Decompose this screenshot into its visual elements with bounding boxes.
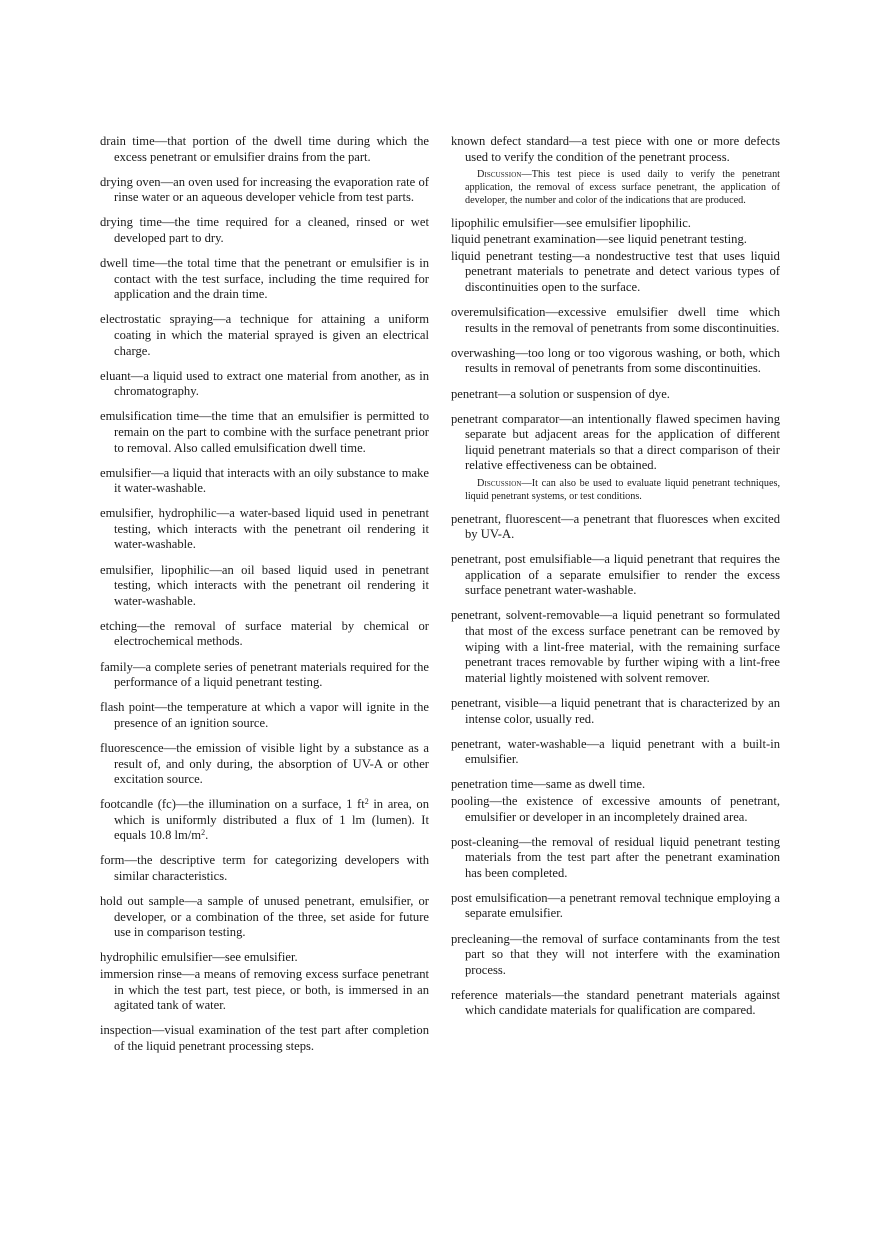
definition: a liquid that interacts with an oily substance to make it water-washable.: [114, 465, 429, 496]
term: penetrant comparator: [451, 411, 560, 426]
definition: too long or too vigorous washing, or both, which results in removal of penetrants from some discontinuities.: [465, 345, 780, 376]
definition-entry: eluant—a liquid used to extract one material from another, as in chromatography.: [100, 368, 429, 399]
term: reference materials: [451, 987, 552, 1002]
right-column: [451, 134, 780, 1029]
term: penetrant, water-washable: [451, 736, 587, 751]
term: overemulsification: [451, 305, 546, 320]
definition-entry: penetrant, post emulsifiable—a liquid penetrant that requires the application of a separate emulsifier to render the excess surface penetrant water-washable.: [451, 552, 780, 598]
superscript: 2: [364, 797, 369, 807]
definition-entry: pooling—the existence of excessive amounts of penetrant, emulsifier or developer in an incompletely drained area.: [451, 793, 780, 824]
term: footcandle (fc): [100, 797, 176, 812]
term: penetrant: [451, 386, 498, 401]
definition-entry: immersion rinse—a means of removing excess surface penetrant in which the test part, test piece, or both, is immersed in an agitated tank of water.: [100, 967, 430, 1013]
term: penetration time: [451, 777, 534, 792]
left-column: [100, 134, 429, 1064]
term: liquid penetrant examination: [451, 232, 596, 247]
definition-entry: dwell time—the total time that the penetrant or emulsifier is in contact with the test surface, including the time required for application and the drain time.: [100, 256, 430, 302]
definition: that portion of the dwell time during which the excess penetrant or emulsifier drains from the part.: [114, 134, 429, 164]
term: liquid penetrant testing: [451, 248, 573, 263]
definition: excessive emulsifier dwell time which results in the removal of penetrants from some discontinuities.: [465, 305, 780, 335]
definition-entry: hold out sample—a sample of unused penetrant, emulsifier, or developer, or a combination of the three, set aside for future use in comparison testing.: [100, 894, 429, 940]
definition: the illumination on a surface, 1 ft: [188, 797, 365, 812]
definition-entry: reference materials—the standard penetrant materials against which candidate materials for qualification are compared.: [451, 987, 780, 1018]
definition: a test piece with one or more defects used to verify the condition of the penetrant process.: [465, 134, 780, 164]
definition-entry: drain time—that portion of the dwell time during which the excess penetrant or emulsifier drains from the part.: [100, 134, 429, 164]
definition: an intentionally flawed specimen having separate but adjacent areas for the application of different liquid penetrant materials so that a direct comparison of their relative effectiveness can be obtained.: [465, 411, 780, 473]
term: fluorescence: [100, 740, 164, 755]
definition-entry: electrostatic spraying—a technique for attaining a uniform coating in which the material sprayed is given an electrical charge.: [100, 312, 429, 358]
definition-entry: drying oven—an oven used for increasing the evaporation rate of rinse water or an aqueous developer vehicle from test parts.: [100, 174, 429, 205]
definition: a liquid penetrant with a built-in emulsifier.: [465, 736, 780, 767]
definition-entry: penetrant—a solution or suspension of dye.: [451, 386, 670, 401]
definition: a complete series of penetrant materials required for the performance of a liquid penetrant testing.: [114, 659, 429, 690]
discussion-note: Discussion—This test piece is used daily to verify the penetrant application, the removal of excess surface penetrant, the application of developer, the number and color of the indications that are produced.: [465, 168, 780, 206]
definition-entry: drying time—the time required for a cleaned, rinsed or wet developed part to dry.: [100, 215, 429, 245]
definition: the removal of surface material by chemical or electrochemical methods.: [114, 618, 429, 649]
definition-entry: penetrant comparator—an intentionally flawed specimen having separate but adjacent areas for the application of different liquid penetrant materials so that a direct comparison of their relative effectiveness can be obtained.: [451, 411, 780, 473]
definition-entry: penetrant, visible—a liquid penetrant that is characterized by an intense color, usually red.: [451, 695, 780, 726]
definition: see emulsifier lipophilic.: [566, 215, 691, 230]
term: family: [100, 659, 133, 674]
definition: the existence of excessive amounts of penetrant, emulsifier or developer in an incompletely drained area.: [465, 793, 780, 824]
definition: the removal of surface contaminants from the test part so that they will not interfere with the examination process.: [465, 931, 780, 977]
definition: a penetrant removal technique employing a separate emulsifier.: [465, 890, 781, 921]
term: eluant: [100, 368, 131, 383]
definition-entry: post-cleaning—the removal of residual liquid penetrant testing materials from the test part after the penetrant examination has been completed.: [451, 834, 780, 880]
definition-entry: lipophilic emulsifier—see emulsifier lipophilic.: [451, 215, 691, 230]
term: form: [100, 853, 125, 868]
definition-entry: known defect standard—a test piece with one or more defects used to verify the condition of the penetrant process.: [451, 134, 780, 164]
term: penetrant, visible: [451, 695, 539, 710]
definition-entry: penetration time—same as dwell time.: [451, 777, 646, 792]
term: flash point: [100, 700, 155, 715]
definition-entry: emulsifier, lipophilic—an oil based liquid used in penetrant testing, which interacts with the penetrant oil rendering it water-washable.: [100, 562, 429, 608]
term: penetrant, fluorescent: [451, 511, 562, 526]
definition: see liquid penetrant testing.: [608, 232, 747, 247]
term: pooling: [451, 793, 490, 808]
term: immersion rinse: [100, 967, 182, 982]
definition: the time required for a cleaned, rinsed or wet developed part to dry.: [114, 215, 429, 245]
term: drying oven: [100, 174, 161, 189]
discussion-note: Discussion—It can also be used to evaluate liquid penetrant techniques, liquid penetrant systems, or test conditions.: [465, 477, 780, 502]
term: emulsifier: [100, 465, 152, 480]
definition-entry: family—a complete series of penetrant materials required for the performance of a liquid penetrant testing.: [100, 659, 429, 690]
definition-entry: precleaning—the removal of surface contaminants from the test part so that they will not interfere with the examination process.: [451, 931, 780, 977]
term: hold out sample: [100, 894, 185, 909]
definition: see emulsifier.: [224, 950, 298, 965]
term: emulsification time: [100, 409, 199, 424]
definition: the standard penetrant materials against which candidate materials for qualification are compared.: [465, 987, 780, 1018]
term: overwashing: [451, 345, 516, 360]
definition-entry: liquid penetrant testing—a nondestructive test that uses liquid penetrant materials to penetrate and detect various types of discontinuities open to the surface.: [451, 248, 780, 295]
definition: a penetrant that fluoresces when excited by UV-A.: [465, 511, 780, 542]
definition-entry: overwashing—too long or too vigorous washing, or both, which results in removal of penetrants from some discontinuities.: [451, 345, 780, 376]
definition: same as dwell time.: [545, 777, 646, 792]
term: inspection: [100, 1023, 152, 1038]
definition: the time that an emulsifier is permitted to remain on the part to combine with the surface penetrant prior to removal. Also called emulsification dwell time.: [114, 409, 430, 455]
definition: a sample of unused penetrant, emulsifier, or developer, or a combination of the three, set aside for future use in comparison testing.: [114, 894, 429, 940]
definition: the temperature at which a vapor will ignite in the presence of an ignition source.: [114, 700, 429, 730]
discussion-label: Discussion: [477, 168, 522, 180]
definition: the removal of residual liquid penetrant testing materials from the test part after the penetrant examination has been completed.: [465, 834, 780, 880]
discussion-text: This test piece is used daily to verify the penetrant application, the removal of excess surface penetrant, the application of developer, the number and color of the indications that are produced.: [465, 168, 780, 206]
definition: an oven used for increasing the evaporation rate of rinse water or an aqueous developer vehicle from test parts.: [114, 174, 429, 205]
term: penetrant, post emulsifiable: [451, 552, 592, 567]
definition-entry: post emulsification—a penetrant removal technique employing a separate emulsifier.: [451, 890, 781, 921]
definition: a water-based liquid used in penetrant testing, which interacts with the penetrant oil rendering it water-washable.: [114, 506, 429, 552]
term: precleaning: [451, 931, 510, 946]
definition: a liquid used to extract one material from another, as in chromatography.: [114, 368, 429, 399]
term: dwell time: [100, 256, 155, 271]
definition: in area, on which is uniformly distributed a flux of 1 lm (lumen). It equals 10.8 lm/m: [114, 797, 430, 843]
term: post emulsification: [451, 890, 548, 905]
term: etching: [100, 618, 138, 633]
term: hydrophilic emulsifier: [100, 950, 213, 965]
discussion-label: Discussion: [477, 477, 522, 489]
definition-entry: overemulsification—excessive emulsifier dwell time which results in the removal of penetrants from some discontinuities.: [451, 305, 780, 335]
definition-entry: emulsifier—a liquid that interacts with an oily substance to make it water-washable.: [100, 465, 429, 496]
definition: a means of removing excess surface penetrant in which the test part, test piece, or both, is immersed in an agitated tank of water.: [114, 967, 430, 1013]
term: drain time: [100, 134, 155, 148]
definition-entry: fluorescence—the emission of visible light by a substance as a result of, and only during, the absorption of UV-A or other excitation source.: [100, 740, 429, 787]
definition-entry: penetrant, fluorescent—a penetrant that fluoresces when excited by UV-A.: [451, 511, 780, 542]
definition: a nondestructive test that uses liquid penetrant materials to penetrate and detect various types of discontinuities open to the surface.: [465, 248, 780, 295]
discussion-text: It can also be used to evaluate liquid penetrant techniques, liquid penetrant systems, or test conditions.: [465, 477, 780, 502]
definition: the total time that the penetrant or emulsifier is in contact with the test surface, including the time required for application and the drain time.: [114, 256, 430, 302]
definition-entry: flash point—the temperature at which a vapor will ignite in the presence of an ignition source.: [100, 700, 429, 730]
definition-entry: footcandle (fc)—the illumination on a surface, 1 $ft^2$ in area, on which is uniformly distributed a flux of 1 lm (lumen). It equals 10.8 $lm/m^2$.: [100, 797, 430, 843]
term: penetrant, solvent-removable: [451, 608, 600, 623]
definition: a technique for attaining a uniform coating in which the material sprayed is given an electrical charge.: [114, 312, 429, 358]
term: emulsifier, lipophilic: [100, 562, 210, 577]
definition: a liquid penetrant that requires the application of a separate emulsifier to render the excess surface penetrant water-washable.: [465, 552, 780, 598]
definition: .: [205, 828, 209, 843]
term: known defect standard: [451, 134, 570, 148]
definition-entry: form—the descriptive term for categorizing developers with similar characteristics.: [100, 853, 429, 884]
definition-entry: inspection—visual examination of the test part after completion of the liquid penetrant processing steps.: [100, 1023, 429, 1053]
definition: the emission of visible light by a substance as a result of, and only during, the absorption of UV-A or other excitation source.: [114, 740, 429, 787]
term: post-cleaning: [451, 834, 519, 849]
term: emulsifier, hydrophilic: [100, 506, 217, 521]
definition-entry: hydrophilic emulsifier—see emulsifier.: [100, 950, 298, 965]
superscript: 2: [201, 828, 206, 838]
definition-entry: liquid penetrant examination—see liquid penetrant testing.: [451, 232, 747, 247]
definition: visual examination of the test part after completion of the liquid penetrant processing steps.: [114, 1023, 429, 1053]
term: lipophilic emulsifier: [451, 215, 554, 230]
definition: the descriptive term for categorizing developers with similar characteristics.: [114, 853, 429, 884]
term: drying time: [100, 215, 162, 230]
definition: a liquid penetrant that is characterized by an intense color, usually red.: [465, 695, 780, 726]
definition-entry: emulsifier, hydrophilic—a water-based liquid used in penetrant testing, which interacts with the penetrant oil rendering it water-washable.: [100, 506, 429, 552]
definition: a solution or suspension of dye.: [510, 386, 670, 401]
definition-entry: penetrant, solvent-removable—a liquid penetrant so formulated that most of the excess surface penetrant can be removed by wiping with a lint-free material, with the remaining surface penetrant traces removable by further wiping with a lint-free material lightly moistened with solvent remover.: [451, 608, 780, 685]
definition: a liquid penetrant so formulated that most of the excess surface penetrant can be removed by wiping with a lint-free material, with the remaining surface penetrant traces removable by further wiping with a lint-free material lightly moistened with solvent remover.: [465, 608, 780, 685]
term: electrostatic spraying: [100, 312, 213, 327]
definition-entry: penetrant, water-washable—a liquid penetrant with a built-in emulsifier.: [451, 736, 780, 767]
definition-entry: emulsification time—the time that an emulsifier is permitted to remain on the part to combine with the surface penetrant prior to removal. Also called emulsification dwell time.: [100, 409, 430, 455]
definition-entry: etching—the removal of surface material by chemical or electrochemical methods.: [100, 618, 429, 649]
definition: an oil based liquid used in penetrant testing, which interacts with the penetrant oil rendering it water-washable.: [114, 562, 429, 608]
